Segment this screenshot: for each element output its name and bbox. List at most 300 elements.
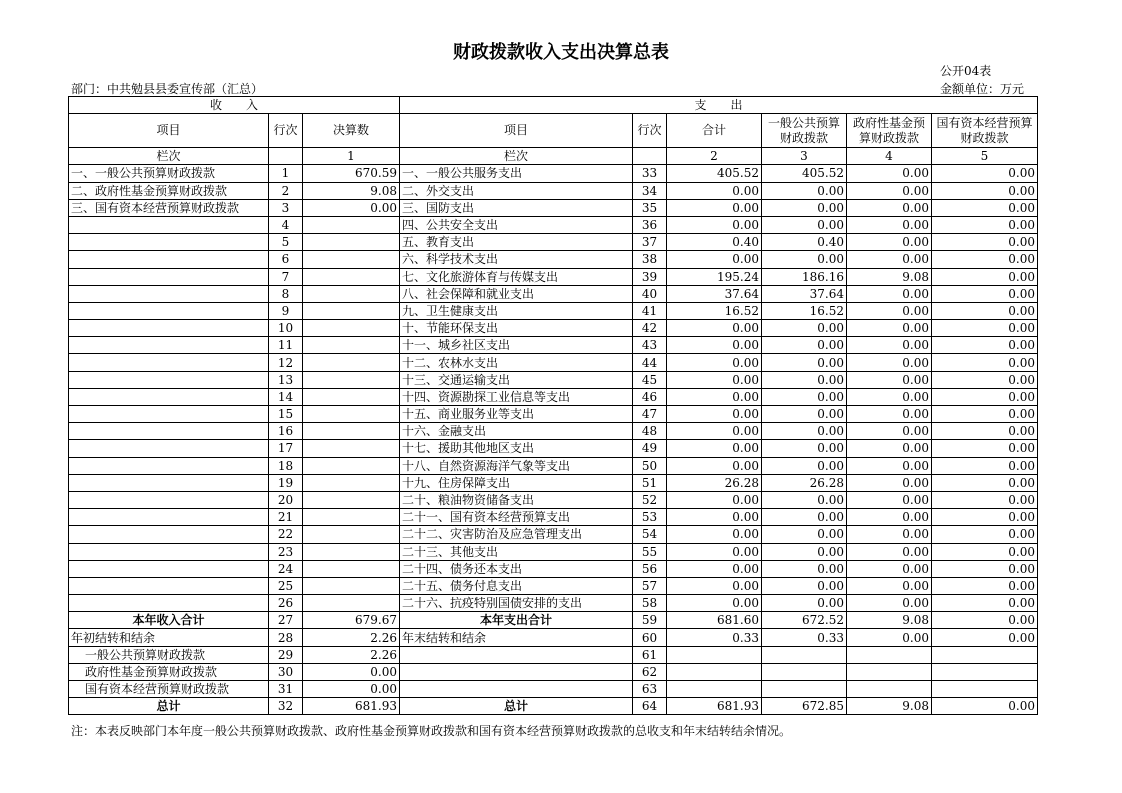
- income-item-cell: [69, 251, 269, 268]
- income-value-cell: [303, 577, 400, 594]
- expense-total-cell: 0.00: [667, 371, 762, 388]
- income-line-cell: 12: [269, 354, 303, 371]
- final-amount-header: 决算数: [303, 114, 400, 148]
- income-line-cell: 7: [269, 268, 303, 285]
- expense-capital-cell: 0.00: [932, 320, 1038, 337]
- expense-line-cell: 60: [633, 629, 667, 646]
- expense-total-cell: 0.00: [667, 216, 762, 233]
- income-item-cell: [69, 320, 269, 337]
- table-row: [69, 595, 1038, 612]
- expense-total-line: 59: [633, 612, 667, 629]
- expense-fund-cell: [847, 646, 932, 663]
- table-row: [69, 302, 1038, 319]
- table-row: [69, 268, 1038, 285]
- grand-total-line: 32: [269, 698, 303, 715]
- column-index-3: 3: [762, 148, 847, 165]
- expense-total-cell: 37.64: [667, 285, 762, 302]
- income-item-cell: [69, 491, 269, 508]
- table-row: [69, 406, 1038, 423]
- income-value-cell: [303, 474, 400, 491]
- expense-fund-cell: 0.00: [847, 440, 932, 457]
- table-body: [69, 165, 1038, 612]
- expense-fund-cell: 0.00: [847, 423, 932, 440]
- expense-general-cell: 0.00: [762, 182, 847, 199]
- empty-cell: [633, 148, 667, 165]
- expense-line-cell: 49: [633, 440, 667, 457]
- expense-capital-cell: 0.00: [932, 268, 1038, 285]
- expense-total-cell: 0.00: [667, 560, 762, 577]
- expense-total-cell: 0.00: [667, 406, 762, 423]
- expense-capital-cell: 0.00: [932, 302, 1038, 319]
- expense-fund-cell: 0.00: [847, 457, 932, 474]
- expense-fund-cell: 0.00: [847, 337, 932, 354]
- expense-fund-cell: 0.00: [847, 320, 932, 337]
- expense-total-cell: 26.28: [667, 474, 762, 491]
- table-row: [69, 577, 1038, 594]
- expense-header: 支 出: [400, 97, 1038, 114]
- expense-fund-cell: 0.00: [847, 595, 932, 612]
- expense-total-cell: 0.00: [667, 354, 762, 371]
- expense-capital-cell: 0.00: [932, 182, 1038, 199]
- expense-general-cell: 0.00: [762, 423, 847, 440]
- income-value-cell: [303, 509, 400, 526]
- income-item-cell: [69, 577, 269, 594]
- income-item-cell: [69, 440, 269, 457]
- column-index-label: 栏次: [69, 148, 269, 165]
- table-row: [69, 474, 1038, 491]
- expense-total-cell: [667, 646, 762, 663]
- expense-line-cell: 45: [633, 371, 667, 388]
- expense-line-cell: 61: [633, 646, 667, 663]
- table-row: [69, 216, 1038, 233]
- expense-fund-cell: 0.00: [847, 474, 932, 491]
- expense-total-fund: 9.08: [847, 612, 932, 629]
- expense-total-cell: 16.52: [667, 302, 762, 319]
- income-item-cell: [69, 234, 269, 251]
- income-item-cell: [69, 388, 269, 405]
- expense-general-cell: 37.64: [762, 285, 847, 302]
- income-item-cell: 三、国有资本经营预算财政拨款: [69, 199, 269, 216]
- income-value-cell: [303, 526, 400, 543]
- expense-fund-cell: 0.00: [847, 509, 932, 526]
- expense-item-cell: 五、教育支出: [400, 234, 633, 251]
- budget-table: [68, 96, 1038, 715]
- table-row: [69, 509, 1038, 526]
- column-index-5: 5: [932, 148, 1038, 165]
- income-value-cell: 2.26: [303, 646, 400, 663]
- income-line-cell: 22: [269, 526, 303, 543]
- expense-total-cell: 0.00: [667, 509, 762, 526]
- expense-capital-cell: 0.00: [932, 388, 1038, 405]
- expense-capital-cell: 0.00: [932, 234, 1038, 251]
- expense-capital-cell: 0.00: [932, 354, 1038, 371]
- expense-general-cell: 0.00: [762, 388, 847, 405]
- income-value-cell: [303, 406, 400, 423]
- income-line-header: 行次: [269, 114, 303, 148]
- expense-fund-cell: 0.00: [847, 251, 932, 268]
- grand-total-label-expense: 总计: [400, 698, 633, 715]
- table-row: [69, 663, 1038, 680]
- income-item-cell: [69, 509, 269, 526]
- income-value-cell: [303, 371, 400, 388]
- grand-total-income: 681.93: [303, 698, 400, 715]
- expense-capital-cell: 0.00: [932, 165, 1038, 182]
- expense-line-cell: 56: [633, 560, 667, 577]
- expense-total-capital: 0.00: [932, 612, 1038, 629]
- expense-line-cell: 62: [633, 663, 667, 680]
- expense-general-cell: 0.33: [762, 629, 847, 646]
- expense-total-general: 672.52: [762, 612, 847, 629]
- expense-general-cell: 0.00: [762, 543, 847, 560]
- income-value-cell: [303, 388, 400, 405]
- grand-total-total: 681.93: [667, 698, 762, 715]
- table-row: [69, 320, 1038, 337]
- table-ref: 公开04表: [940, 64, 992, 78]
- unit-label: 金额单位：万元: [940, 82, 1025, 96]
- expense-total-cell: 0.00: [667, 199, 762, 216]
- expense-capital-cell: [932, 646, 1038, 663]
- income-item-cell: [69, 268, 269, 285]
- income-total-line: 27: [269, 612, 303, 629]
- footnote: 注：本表反映部门本年度一般公共预算财政拨款、政府性基金预算财政拨款和国有资本经营预算财政拨款的总收支和年末结转结余情况。: [71, 724, 792, 738]
- expense-fund-cell: 0.00: [847, 199, 932, 216]
- table-row: [69, 560, 1038, 577]
- expense-fund-cell: [847, 681, 932, 698]
- table-row: [69, 285, 1038, 302]
- income-item-cell: [69, 457, 269, 474]
- income-line-cell: 14: [269, 388, 303, 405]
- expense-line-cell: 57: [633, 577, 667, 594]
- income-value-cell: [303, 423, 400, 440]
- income-value-cell: 9.08: [303, 182, 400, 199]
- table-row: [69, 543, 1038, 560]
- expense-item-cell: [400, 681, 633, 698]
- expense-line-cell: 33: [633, 165, 667, 182]
- income-header: 收 入: [69, 97, 400, 114]
- expense-general-cell: 0.00: [762, 216, 847, 233]
- expense-capital-cell: 0.00: [932, 440, 1038, 457]
- expense-line-cell: 48: [633, 423, 667, 440]
- expense-item-cell: 二十二、灾害防治及应急管理支出: [400, 526, 633, 543]
- expense-line-cell: 63: [633, 681, 667, 698]
- income-item-cell: [69, 371, 269, 388]
- table-row: [69, 526, 1038, 543]
- expense-total-cell: 0.00: [667, 423, 762, 440]
- expense-total-cell: 0.00: [667, 491, 762, 508]
- expense-general-cell: 0.00: [762, 595, 847, 612]
- table-row: [69, 251, 1038, 268]
- expense-item-cell: 一、一般公共服务支出: [400, 165, 633, 182]
- expense-total-cell: 195.24: [667, 268, 762, 285]
- income-item-cell: [69, 406, 269, 423]
- expense-item-cell: 二十六、抗疫特别国债安排的支出: [400, 595, 633, 612]
- expense-line-header: 行次: [633, 114, 667, 148]
- income-value-cell: 0.00: [303, 681, 400, 698]
- expense-capital-cell: 0.00: [932, 371, 1038, 388]
- expense-item-cell: 十三、交通运输支出: [400, 371, 633, 388]
- state-capital-header: 国有资本经营预算财政拨款: [932, 114, 1038, 148]
- table-row: [69, 457, 1038, 474]
- expense-total-cell: 0.00: [667, 440, 762, 457]
- income-line-cell: 9: [269, 302, 303, 319]
- table-row: [69, 646, 1038, 663]
- expense-general-cell: 0.40: [762, 234, 847, 251]
- income-item-cell: [69, 543, 269, 560]
- expense-item-cell: 十、节能环保支出: [400, 320, 633, 337]
- expense-capital-cell: 0.00: [932, 251, 1038, 268]
- expense-item-cell: 九、卫生健康支出: [400, 302, 633, 319]
- grand-total-general: 672.85: [762, 698, 847, 715]
- income-value-cell: [303, 543, 400, 560]
- expense-general-cell: 0.00: [762, 354, 847, 371]
- expense-general-cell: 0.00: [762, 251, 847, 268]
- table-row: [69, 199, 1038, 216]
- expense-line-cell: 46: [633, 388, 667, 405]
- expense-line-cell: 40: [633, 285, 667, 302]
- expense-total-cell: [667, 663, 762, 680]
- expense-fund-cell: 0.00: [847, 285, 932, 302]
- column-index-2: 2: [667, 148, 762, 165]
- expense-fund-cell: 0.00: [847, 388, 932, 405]
- expense-item-cell: 二十一、国有资本经营预算支出: [400, 509, 633, 526]
- expense-fund-cell: 0.00: [847, 216, 932, 233]
- grand-total-fund: 9.08: [847, 698, 932, 715]
- income-line-cell: 8: [269, 285, 303, 302]
- income-line-cell: 25: [269, 577, 303, 594]
- expense-total-cell: 0.00: [667, 182, 762, 199]
- income-line-cell: 11: [269, 337, 303, 354]
- expense-capital-cell: 0.00: [932, 629, 1038, 646]
- expense-general-cell: [762, 681, 847, 698]
- department-label: 部门：中共勉县县委宣传部（汇总）: [71, 82, 264, 96]
- income-value-cell: [303, 320, 400, 337]
- income-item-cell: [69, 560, 269, 577]
- income-line-cell: 5: [269, 234, 303, 251]
- expense-line-cell: 51: [633, 474, 667, 491]
- income-value-cell: [303, 234, 400, 251]
- income-line-cell: 19: [269, 474, 303, 491]
- income-item-cell: [69, 526, 269, 543]
- expense-item-cell: 四、公共安全支出: [400, 216, 633, 233]
- income-item-cell: 国有资本经营预算财政拨款: [69, 681, 269, 698]
- income-value-cell: [303, 491, 400, 508]
- expense-capital-cell: 0.00: [932, 577, 1038, 594]
- expense-total-cell: 0.00: [667, 337, 762, 354]
- income-value-cell: [303, 560, 400, 577]
- expense-item-cell: 二十三、其他支出: [400, 543, 633, 560]
- column-index-4: 4: [847, 148, 932, 165]
- expense-line-cell: 50: [633, 457, 667, 474]
- expense-general-cell: [762, 646, 847, 663]
- expense-item-cell: 十九、住房保障支出: [400, 474, 633, 491]
- expense-line-cell: 47: [633, 406, 667, 423]
- expense-general-cell: 0.00: [762, 577, 847, 594]
- expense-total-total: 681.60: [667, 612, 762, 629]
- expense-general-cell: 186.16: [762, 268, 847, 285]
- expense-general-cell: 0.00: [762, 406, 847, 423]
- expense-item-cell: 二十四、债务还本支出: [400, 560, 633, 577]
- expense-total-cell: 0.00: [667, 388, 762, 405]
- expense-fund-cell: 0.00: [847, 629, 932, 646]
- table-row: [69, 234, 1038, 251]
- table-row: [69, 354, 1038, 371]
- expense-fund-cell: 0.00: [847, 302, 932, 319]
- expense-item-cell: 十一、城乡社区支出: [400, 337, 633, 354]
- table-row: [69, 388, 1038, 405]
- total-header: 合计: [667, 114, 762, 148]
- table-row: [69, 423, 1038, 440]
- income-value-cell: 670.59: [303, 165, 400, 182]
- table-row: [69, 491, 1038, 508]
- income-line-cell: 10: [269, 320, 303, 337]
- expense-item-cell: 十四、资源勘探工业信息等支出: [400, 388, 633, 405]
- expense-general-cell: 405.52: [762, 165, 847, 182]
- income-value-cell: [303, 302, 400, 319]
- grand-total-label: 总计: [69, 698, 269, 715]
- expense-capital-cell: 0.00: [932, 509, 1038, 526]
- expense-fund-cell: 0.00: [847, 182, 932, 199]
- expense-capital-cell: 0.00: [932, 474, 1038, 491]
- income-value-cell: [303, 440, 400, 457]
- expense-total-cell: 0.00: [667, 595, 762, 612]
- income-value-cell: [303, 595, 400, 612]
- expense-item-cell: 十八、自然资源海洋气象等支出: [400, 457, 633, 474]
- expense-item-cell: 十七、援助其他地区支出: [400, 440, 633, 457]
- expense-capital-cell: 0.00: [932, 216, 1038, 233]
- income-item-cell: [69, 337, 269, 354]
- expense-total-cell: 0.40: [667, 234, 762, 251]
- expense-item-cell: 年末结转和结余: [400, 629, 633, 646]
- expense-general-cell: 0.00: [762, 337, 847, 354]
- expense-fund-cell: 0.00: [847, 543, 932, 560]
- income-line-cell: 26: [269, 595, 303, 612]
- income-value-cell: 0.00: [303, 663, 400, 680]
- expense-fund-cell: 0.00: [847, 560, 932, 577]
- expense-capital-cell: [932, 663, 1038, 680]
- expense-total-cell: 0.00: [667, 543, 762, 560]
- expense-fund-cell: 9.08: [847, 268, 932, 285]
- expense-general-cell: 26.28: [762, 474, 847, 491]
- expense-capital-cell: [932, 681, 1038, 698]
- expense-line-cell: 53: [633, 509, 667, 526]
- expense-total-cell: [667, 681, 762, 698]
- income-item-header: 项目: [69, 114, 269, 148]
- income-value-cell: [303, 268, 400, 285]
- column-index-1: 1: [303, 148, 400, 165]
- expense-general-cell: 0.00: [762, 199, 847, 216]
- income-item-cell: [69, 474, 269, 491]
- table-row: [69, 440, 1038, 457]
- income-item-cell: [69, 595, 269, 612]
- expense-item-cell: 二十、粮油物资储备支出: [400, 491, 633, 508]
- expense-capital-cell: 0.00: [932, 337, 1038, 354]
- expense-line-cell: 42: [633, 320, 667, 337]
- income-value-cell: [303, 354, 400, 371]
- income-total-value: 679.67: [303, 612, 400, 629]
- income-line-cell: 1: [269, 165, 303, 182]
- expense-line-cell: 35: [633, 199, 667, 216]
- expense-general-cell: 0.00: [762, 509, 847, 526]
- expense-capital-cell: 0.00: [932, 560, 1038, 577]
- grand-total-capital: 0.00: [932, 698, 1038, 715]
- expense-item-cell: [400, 646, 633, 663]
- expense-item-cell: 三、国防支出: [400, 199, 633, 216]
- income-line-cell: 17: [269, 440, 303, 457]
- expense-line-cell: 54: [633, 526, 667, 543]
- expense-capital-cell: 0.00: [932, 423, 1038, 440]
- expense-total-cell: 0.00: [667, 577, 762, 594]
- income-value-cell: [303, 285, 400, 302]
- income-line-cell: 6: [269, 251, 303, 268]
- page-title: 财政拨款收入支出决算总表: [453, 42, 669, 63]
- column-index-label: 栏次: [400, 148, 633, 165]
- carryover-body: [69, 629, 1038, 698]
- income-item-cell: 年初结转和结余: [69, 629, 269, 646]
- income-total-label: 本年收入合计: [69, 612, 269, 629]
- expense-line-cell: 44: [633, 354, 667, 371]
- expense-capital-cell: 0.00: [932, 199, 1038, 216]
- income-line-cell: 23: [269, 543, 303, 560]
- expense-capital-cell: 0.00: [932, 595, 1038, 612]
- expense-capital-cell: 0.00: [932, 285, 1038, 302]
- table-row: [69, 371, 1038, 388]
- expense-line-cell: 43: [633, 337, 667, 354]
- expense-general-cell: 0.00: [762, 440, 847, 457]
- income-value-cell: [303, 457, 400, 474]
- expense-item-cell: 十六、金融支出: [400, 423, 633, 440]
- income-value-cell: 0.00: [303, 199, 400, 216]
- income-item-cell: 政府性基金预算财政拨款: [69, 663, 269, 680]
- expense-total-cell: 0.00: [667, 320, 762, 337]
- expense-fund-cell: [847, 663, 932, 680]
- expense-general-cell: 0.00: [762, 457, 847, 474]
- expense-total-cell: 405.52: [667, 165, 762, 182]
- income-value-cell: [303, 251, 400, 268]
- expense-fund-cell: 0.00: [847, 354, 932, 371]
- income-item-cell: [69, 423, 269, 440]
- expense-item-cell: 十五、商业服务业等支出: [400, 406, 633, 423]
- expense-item-cell: 七、文化旅游体育与传媒支出: [400, 268, 633, 285]
- income-item-cell: 一般公共预算财政拨款: [69, 646, 269, 663]
- income-item-cell: 二、政府性基金预算财政拨款: [69, 182, 269, 199]
- expense-general-cell: 0.00: [762, 560, 847, 577]
- expense-item-cell: 八、社会保障和就业支出: [400, 285, 633, 302]
- income-value-cell: [303, 337, 400, 354]
- expense-capital-cell: 0.00: [932, 491, 1038, 508]
- expense-total-cell: 0.00: [667, 251, 762, 268]
- expense-general-cell: 0.00: [762, 371, 847, 388]
- expense-line-cell: 58: [633, 595, 667, 612]
- expense-general-cell: 0.00: [762, 491, 847, 508]
- income-value-cell: 2.26: [303, 629, 400, 646]
- income-item-cell: [69, 302, 269, 319]
- expense-general-cell: 16.52: [762, 302, 847, 319]
- expense-capital-cell: 0.00: [932, 457, 1038, 474]
- expense-item-cell: 六、科学技术支出: [400, 251, 633, 268]
- expense-line-cell: 55: [633, 543, 667, 560]
- expense-total-cell: 0.33: [667, 629, 762, 646]
- table-row: [69, 629, 1038, 646]
- income-value-cell: [303, 216, 400, 233]
- expense-item-cell: 二十五、债务付息支出: [400, 577, 633, 594]
- expense-item-header: 项目: [400, 114, 633, 148]
- expense-total-cell: 0.00: [667, 457, 762, 474]
- expense-total-cell: 0.00: [667, 526, 762, 543]
- expense-line-cell: 39: [633, 268, 667, 285]
- income-line-cell: 30: [269, 663, 303, 680]
- income-line-cell: 3: [269, 199, 303, 216]
- expense-line-cell: 34: [633, 182, 667, 199]
